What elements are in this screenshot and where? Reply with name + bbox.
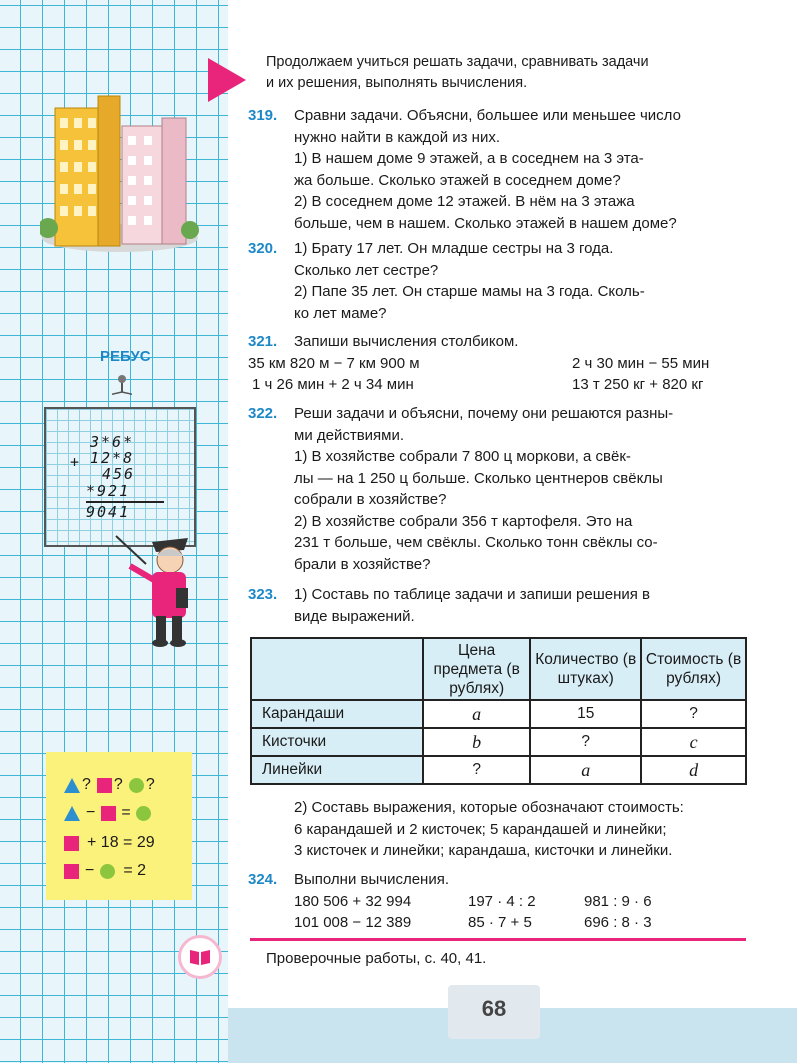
table-corner <box>251 638 423 700</box>
table-row: Карандаши a 15 ? <box>251 700 746 728</box>
square-icon <box>64 836 79 851</box>
circle-icon <box>136 806 151 821</box>
task-319: 319. Сравни задачи. Объясни, большее или меньшее число нужно найти в каждой из них. 1) В нашем доме 9 этажей, а в соседнем на 3 эта- жа больше. Сколько этажей в соседнем доме? 2) В соседнем доме 12 этажей. В нём на 3 этажа больше, чем в нашем. Сколько этажей в нашем доме? <box>248 107 681 232</box>
task-323-part-2: 2) Составь выражения, которые обозначают стоимость: 6 карандашей и 2 кисточек; 5 карандашей и линейки; 3 кисточек и линейки; карандаша, кисточки и линейки. <box>294 799 684 859</box>
task-322: 322. Реши задачи и объясни, почему они решаются разны- ми действиями. 1) В хозяйстве собрали 7 800 ц моркови, а свёк- лы — на 1 250 ц больше. Сколько центнеров свёклы собрали в хозяйстве? 2) В хозяйстве собрали 356 т картофеля. Это на 231 т больше, чем свёклы. Сколько тонн свёклы со- брали в хозяйстве? <box>248 405 674 573</box>
task-number: 319. <box>248 107 278 124</box>
book-glyph <box>188 947 212 967</box>
open-book-icon[interactable] <box>178 935 222 979</box>
triangle-icon <box>64 778 80 793</box>
table-row: Линейки ? a d <box>251 756 746 784</box>
square-icon <box>64 864 79 879</box>
puzzle-row-3: + 18 = 29 <box>64 834 155 852</box>
divider <box>250 938 746 941</box>
rebus-line-4: *921 <box>86 482 131 500</box>
task-321: 321. Запиши вычисления столбиком. 35 км 820 м − 7 км 900 м 2 ч 30 мин − 55 мин 1 ч 26 мин + 2 ч 34 мин 13 т 250 кг + 820 кг <box>248 333 710 393</box>
square-icon <box>101 806 116 821</box>
rebus-board <box>44 407 196 547</box>
task-number: 321. <box>248 333 278 350</box>
rebus-line-3: 456 <box>102 465 136 483</box>
teacher-illustration <box>110 530 210 650</box>
puzzle-row-1: ? ? ? <box>64 776 155 794</box>
rebus-line-1: 3*6* <box>90 433 135 451</box>
task-number: 322. <box>248 405 278 422</box>
intro-text: Продолжаем учиться решать задачи, сравнивать задачи и их решения, выполнять вычисления. <box>266 54 649 91</box>
table-row: Кисточки b ? c <box>251 728 746 756</box>
rebus-title: РЕБУС <box>100 348 151 365</box>
task-323: 323. 1) Составь по таблице задачи и запиши решения в виде выражений. <box>248 586 651 625</box>
task-324: 324. Выполни вычисления. 180 506 + 32 994 197 · 4 : 2 981 : 9 · 6 101 008 − 12 389 85 · 7 + 5 696 : 8 · 3 <box>248 869 748 934</box>
rebus-line-2: 12*8 <box>90 449 135 467</box>
task-number: 324. <box>248 871 278 888</box>
calc-row: 180 506 + 32 994 197 · 4 : 2 981 : 9 · 6 <box>294 892 652 910</box>
table-header: Стоимость (в рублях) <box>641 638 746 700</box>
triangle-icon <box>64 806 80 821</box>
task-number: 320. <box>248 240 278 257</box>
puzzle-row-2: − = <box>64 804 151 822</box>
pin-icon <box>112 374 132 408</box>
buildings-illustration <box>40 88 200 256</box>
puzzle-row-4: − = 2 <box>64 862 146 880</box>
circle-icon <box>100 864 115 879</box>
footer-note: Проверочные работы, с. 40, 41. <box>266 950 487 967</box>
price-table <box>250 637 747 785</box>
square-icon <box>97 778 112 793</box>
table-header: Цена предмета (в рублях) <box>423 638 530 700</box>
circle-icon <box>129 778 144 793</box>
table-header: Количество (в штуках) <box>530 638 641 700</box>
task-320: 320. 1) Брату 17 лет. Он младше сестры на 3 года. Сколько лет сестре? 2) Папе 35 лет. Он старше мамы на 3 года. Сколь- ко лет маме? <box>248 240 645 322</box>
rebus-plus: + <box>70 453 82 471</box>
task-number: 323. <box>248 586 278 603</box>
table-header-row <box>251 638 746 700</box>
pink-arrow-marker <box>208 58 246 102</box>
calc-row: 101 008 − 12 389 85 · 7 + 5 696 : 8 · 3 <box>294 914 652 931</box>
page-number: 68 <box>481 996 507 1021</box>
rebus-line-5: 9041 <box>86 503 131 521</box>
shapes-puzzle <box>46 752 192 900</box>
